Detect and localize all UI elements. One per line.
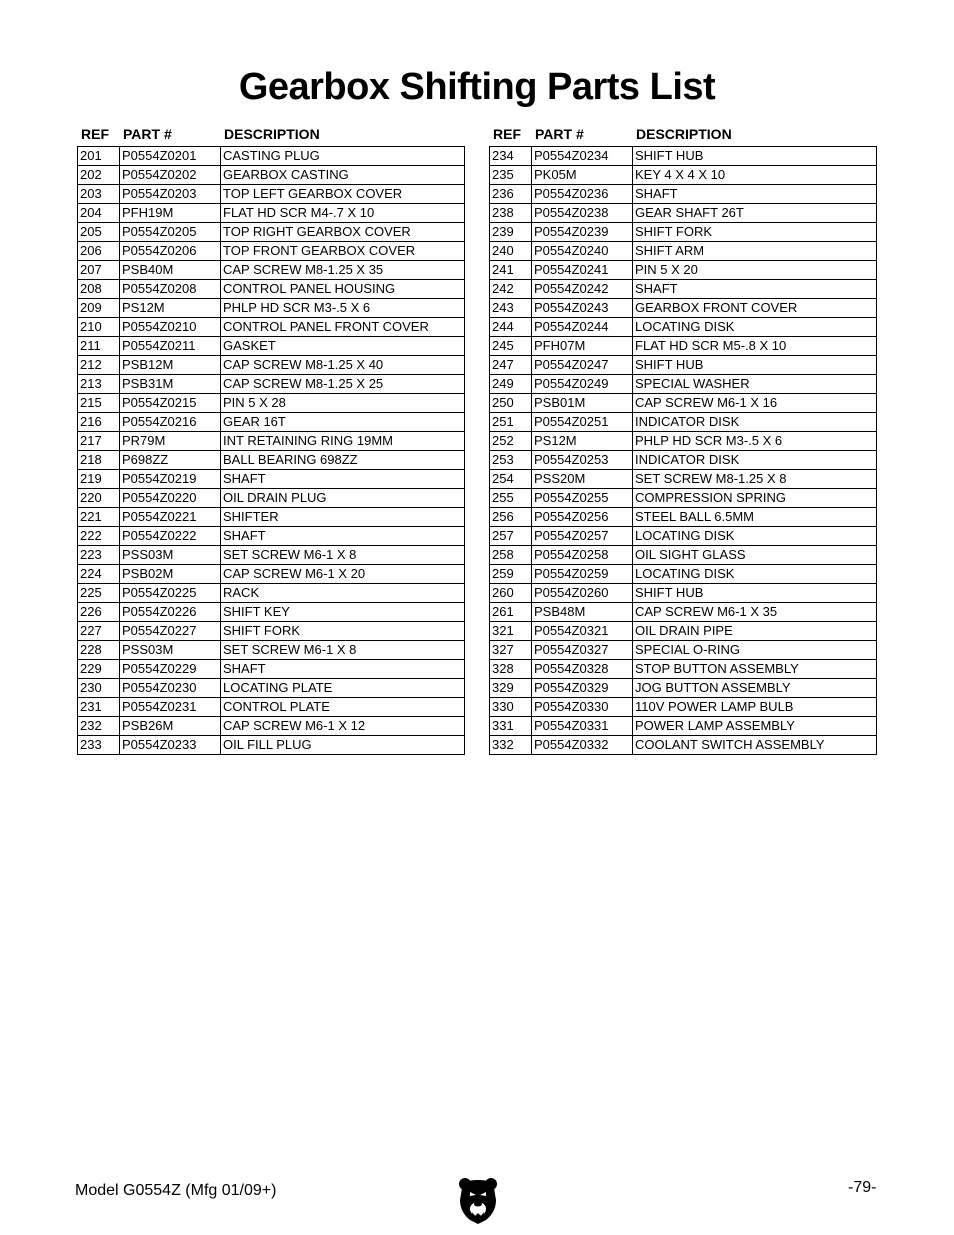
cell-part-number: P0554Z0220 xyxy=(120,489,221,508)
cell-description: PIN 5 X 20 xyxy=(633,261,877,280)
cell-ref: 204 xyxy=(78,204,120,223)
table-row xyxy=(78,660,465,679)
cell-ref: 223 xyxy=(78,546,120,565)
cell-description: STEEL BALL 6.5MM xyxy=(633,508,877,527)
cell-ref: 258 xyxy=(490,546,532,565)
cell-part-number: P0554Z0253 xyxy=(532,451,633,470)
cell-description: CONTROL PANEL FRONT COVER xyxy=(221,318,465,337)
table-row xyxy=(78,584,465,603)
cell-ref: 227 xyxy=(78,622,120,641)
cell-ref: 235 xyxy=(490,166,532,185)
cell-description: OIL DRAIN PLUG xyxy=(221,489,465,508)
cell-description: OIL FILL PLUG xyxy=(221,736,465,755)
cell-ref: 203 xyxy=(78,185,120,204)
cell-part-number: P0554Z0215 xyxy=(120,394,221,413)
cell-part-number: PK05M xyxy=(532,166,633,185)
cell-description: SHAFT xyxy=(221,660,465,679)
cell-description: SHIFT HUB xyxy=(633,356,877,375)
cell-description: SET SCREW M6-1 X 8 xyxy=(221,641,465,660)
table-row xyxy=(78,204,465,223)
table-row xyxy=(78,717,465,736)
cell-description: PHLP HD SCR M3-.5 X 6 xyxy=(633,432,877,451)
table-row xyxy=(78,242,465,261)
table-row xyxy=(78,736,465,755)
header-description: DESCRIPTION xyxy=(636,126,732,142)
cell-description: LOCATING DISK xyxy=(633,565,877,584)
cell-part-number: PSB31M xyxy=(120,375,221,394)
cell-ref: 253 xyxy=(490,451,532,470)
cell-part-number: P0554Z0257 xyxy=(532,527,633,546)
table-row xyxy=(78,375,465,394)
cell-part-number: PSS03M xyxy=(120,641,221,660)
cell-description: GEARBOX CASTING xyxy=(221,166,465,185)
table-row xyxy=(78,603,465,622)
cell-part-number: P0554Z0259 xyxy=(532,565,633,584)
table-row xyxy=(490,375,877,394)
table-row xyxy=(490,204,877,223)
cell-ref: 245 xyxy=(490,337,532,356)
page-title: Gearbox Shifting Parts List xyxy=(238,66,716,108)
cell-part-number: P0554Z0239 xyxy=(532,223,633,242)
cell-ref: 222 xyxy=(78,527,120,546)
cell-part-number: PSB40M xyxy=(120,261,221,280)
table-row xyxy=(78,280,465,299)
cell-ref: 241 xyxy=(490,261,532,280)
cell-description: INDICATOR DISK xyxy=(633,413,877,432)
table-row xyxy=(490,717,877,736)
cell-ref: 210 xyxy=(78,318,120,337)
cell-description: CAP SCREW M8-1.25 X 40 xyxy=(221,356,465,375)
cell-part-number: P0554Z0255 xyxy=(532,489,633,508)
cell-part-number: P0554Z0241 xyxy=(532,261,633,280)
cell-description: SHAFT xyxy=(221,470,465,489)
cell-ref: 233 xyxy=(78,736,120,755)
cell-description: LOCATING DISK xyxy=(633,527,877,546)
table-row xyxy=(490,546,877,565)
cell-part-number: PFH07M xyxy=(532,337,633,356)
cell-ref: 234 xyxy=(490,147,532,166)
cell-ref: 256 xyxy=(490,508,532,527)
cell-ref: 240 xyxy=(490,242,532,261)
cell-part-number: P0554Z0222 xyxy=(120,527,221,546)
cell-part-number: P0554Z0221 xyxy=(120,508,221,527)
table-row xyxy=(78,147,465,166)
table-row xyxy=(490,622,877,641)
cell-part-number: P0554Z0216 xyxy=(120,413,221,432)
cell-part-number: P0554Z0258 xyxy=(532,546,633,565)
table-row xyxy=(490,337,877,356)
cell-ref: 202 xyxy=(78,166,120,185)
cell-description: STOP BUTTON ASSEMBLY xyxy=(633,660,877,679)
cell-part-number: P0554Z0234 xyxy=(532,147,633,166)
table-row xyxy=(490,660,877,679)
cell-description: LOCATING PLATE xyxy=(221,679,465,698)
table-row xyxy=(490,451,877,470)
cell-description: INT RETAINING RING 19MM xyxy=(221,432,465,451)
cell-description: GEARBOX FRONT COVER xyxy=(633,299,877,318)
cell-description: SHIFT KEY xyxy=(221,603,465,622)
cell-ref: 329 xyxy=(490,679,532,698)
cell-part-number: PSB12M xyxy=(120,356,221,375)
cell-description: SHIFT FORK xyxy=(633,223,877,242)
table-row xyxy=(78,394,465,413)
cell-description: FLAT HD SCR M5-.8 X 10 xyxy=(633,337,877,356)
table-row xyxy=(490,280,877,299)
table-row xyxy=(78,318,465,337)
cell-part-number: PSB26M xyxy=(120,717,221,736)
cell-ref: 212 xyxy=(78,356,120,375)
header-part-number: PART # xyxy=(535,126,584,142)
cell-description: CAP SCREW M6-1 X 12 xyxy=(221,717,465,736)
cell-ref: 230 xyxy=(78,679,120,698)
table-row xyxy=(78,527,465,546)
table-row xyxy=(490,584,877,603)
table-row xyxy=(78,261,465,280)
parts-table xyxy=(77,146,465,755)
cell-ref: 207 xyxy=(78,261,120,280)
cell-part-number: PSB02M xyxy=(120,565,221,584)
cell-description: JOG BUTTON ASSEMBLY xyxy=(633,679,877,698)
cell-ref: 213 xyxy=(78,375,120,394)
cell-description: SPECIAL WASHER xyxy=(633,375,877,394)
table-row xyxy=(490,603,877,622)
cell-part-number: P0554Z0233 xyxy=(120,736,221,755)
cell-part-number: P0554Z0243 xyxy=(532,299,633,318)
table-row xyxy=(78,641,465,660)
cell-description: TOP FRONT GEARBOX COVER xyxy=(221,242,465,261)
cell-description: CAP SCREW M6-1 X 35 xyxy=(633,603,877,622)
cell-ref: 228 xyxy=(78,641,120,660)
cell-ref: 219 xyxy=(78,470,120,489)
cell-description: INDICATOR DISK xyxy=(633,451,877,470)
cell-description: COOLANT SWITCH ASSEMBLY xyxy=(633,736,877,755)
cell-description: KEY 4 X 4 X 10 xyxy=(633,166,877,185)
cell-ref: 249 xyxy=(490,375,532,394)
cell-description: OIL DRAIN PIPE xyxy=(633,622,877,641)
table-row xyxy=(490,394,877,413)
cell-part-number: P0554Z0211 xyxy=(120,337,221,356)
table-row xyxy=(78,166,465,185)
cell-description: TOP RIGHT GEARBOX COVER xyxy=(221,223,465,242)
table-header xyxy=(489,124,877,146)
cell-ref: 229 xyxy=(78,660,120,679)
cell-ref: 244 xyxy=(490,318,532,337)
cell-part-number: P0554Z0327 xyxy=(532,641,633,660)
table-row xyxy=(490,527,877,546)
table-row xyxy=(78,223,465,242)
cell-part-number: P0554Z0251 xyxy=(532,413,633,432)
table-row xyxy=(490,508,877,527)
cell-part-number: P0554Z0227 xyxy=(120,622,221,641)
cell-part-number: P0554Z0321 xyxy=(532,622,633,641)
cell-ref: 247 xyxy=(490,356,532,375)
table-row xyxy=(490,679,877,698)
table-row xyxy=(490,185,877,204)
cell-ref: 224 xyxy=(78,565,120,584)
cell-description: SHAFT xyxy=(633,185,877,204)
cell-part-number: P0554Z0331 xyxy=(532,717,633,736)
cell-description: POWER LAMP ASSEMBLY xyxy=(633,717,877,736)
cell-ref: 226 xyxy=(78,603,120,622)
cell-part-number: P0554Z0240 xyxy=(532,242,633,261)
cell-description: FLAT HD SCR M4-.7 X 10 xyxy=(221,204,465,223)
parts-table-right xyxy=(489,124,877,755)
cell-part-number: P0554Z0244 xyxy=(532,318,633,337)
table-row xyxy=(78,356,465,375)
cell-part-number: PSB01M xyxy=(532,394,633,413)
cell-ref: 242 xyxy=(490,280,532,299)
cell-part-number: P0554Z0229 xyxy=(120,660,221,679)
cell-part-number: P0554Z0328 xyxy=(532,660,633,679)
parts-table-left xyxy=(77,124,465,755)
cell-ref: 250 xyxy=(490,394,532,413)
cell-ref: 252 xyxy=(490,432,532,451)
cell-ref: 208 xyxy=(78,280,120,299)
cell-part-number: P0554Z0332 xyxy=(532,736,633,755)
cell-description: CONTROL PANEL HOUSING xyxy=(221,280,465,299)
cell-ref: 332 xyxy=(490,736,532,755)
table-row xyxy=(78,698,465,717)
table-row xyxy=(78,546,465,565)
cell-description: SHIFT ARM xyxy=(633,242,877,261)
cell-part-number: PSS03M xyxy=(120,546,221,565)
table-row xyxy=(490,470,877,489)
table-row xyxy=(78,299,465,318)
cell-ref: 254 xyxy=(490,470,532,489)
table-row xyxy=(490,565,877,584)
cell-ref: 232 xyxy=(78,717,120,736)
bear-head-logo-icon xyxy=(458,1176,498,1224)
cell-ref: 331 xyxy=(490,717,532,736)
cell-description: GEAR 16T xyxy=(221,413,465,432)
cell-ref: 201 xyxy=(78,147,120,166)
cell-ref: 211 xyxy=(78,337,120,356)
cell-description: CAP SCREW M8-1.25 X 25 xyxy=(221,375,465,394)
cell-description: SHIFTER xyxy=(221,508,465,527)
table-row xyxy=(78,622,465,641)
table-row xyxy=(490,356,877,375)
cell-ref: 221 xyxy=(78,508,120,527)
cell-description: SHAFT xyxy=(221,527,465,546)
cell-part-number: P0554Z0219 xyxy=(120,470,221,489)
cell-ref: 217 xyxy=(78,432,120,451)
cell-description: BALL BEARING 698ZZ xyxy=(221,451,465,470)
cell-part-number: P0554Z0206 xyxy=(120,242,221,261)
cell-ref: 251 xyxy=(490,413,532,432)
cell-description: SHAFT xyxy=(633,280,877,299)
cell-description: SHIFT FORK xyxy=(221,622,465,641)
cell-description: OIL SIGHT GLASS xyxy=(633,546,877,565)
cell-ref: 206 xyxy=(78,242,120,261)
cell-description: CAP SCREW M6-1 X 20 xyxy=(221,565,465,584)
cell-ref: 255 xyxy=(490,489,532,508)
cell-ref: 260 xyxy=(490,584,532,603)
table-row xyxy=(490,432,877,451)
cell-ref: 330 xyxy=(490,698,532,717)
parts-table xyxy=(489,146,877,755)
cell-description: TOP LEFT GEARBOX COVER xyxy=(221,185,465,204)
cell-ref: 259 xyxy=(490,565,532,584)
cell-part-number: P698ZZ xyxy=(120,451,221,470)
cell-description: SPECIAL O-RING xyxy=(633,641,877,660)
cell-part-number: P0554Z0226 xyxy=(120,603,221,622)
table-row xyxy=(78,508,465,527)
table-row xyxy=(490,736,877,755)
cell-description: LOCATING DISK xyxy=(633,318,877,337)
cell-part-number: P0554Z0201 xyxy=(120,147,221,166)
cell-ref: 209 xyxy=(78,299,120,318)
cell-description: COMPRESSION SPRING xyxy=(633,489,877,508)
cell-part-number: P0554Z0205 xyxy=(120,223,221,242)
cell-part-number: P0554Z0260 xyxy=(532,584,633,603)
cell-part-number: P0554Z0249 xyxy=(532,375,633,394)
cell-description: SET SCREW M6-1 X 8 xyxy=(221,546,465,565)
cell-ref: 328 xyxy=(490,660,532,679)
table-row xyxy=(490,413,877,432)
cell-part-number: P0554Z0210 xyxy=(120,318,221,337)
cell-ref: 231 xyxy=(78,698,120,717)
cell-description: PHLP HD SCR M3-.5 X 6 xyxy=(221,299,465,318)
cell-description: 110V POWER LAMP BULB xyxy=(633,698,877,717)
cell-ref: 216 xyxy=(78,413,120,432)
table-row xyxy=(78,489,465,508)
cell-part-number: P0554Z0231 xyxy=(120,698,221,717)
cell-description: GASKET xyxy=(221,337,465,356)
cell-ref: 215 xyxy=(78,394,120,413)
table-row xyxy=(490,147,877,166)
cell-part-number: P0554Z0329 xyxy=(532,679,633,698)
cell-ref: 236 xyxy=(490,185,532,204)
cell-part-number: P0554Z0242 xyxy=(532,280,633,299)
cell-part-number: P0554Z0247 xyxy=(532,356,633,375)
cell-part-number: P0554Z0203 xyxy=(120,185,221,204)
header-ref: REF xyxy=(493,126,521,142)
table-row xyxy=(490,299,877,318)
cell-ref: 239 xyxy=(490,223,532,242)
cell-description: CAP SCREW M6-1 X 16 xyxy=(633,394,877,413)
cell-part-number: P0554Z0225 xyxy=(120,584,221,603)
table-row xyxy=(78,337,465,356)
header-description: DESCRIPTION xyxy=(224,126,320,142)
table-row xyxy=(78,413,465,432)
table-row xyxy=(490,242,877,261)
cell-ref: 261 xyxy=(490,603,532,622)
cell-part-number: PSB48M xyxy=(532,603,633,622)
cell-ref: 243 xyxy=(490,299,532,318)
cell-description: CAP SCREW M8-1.25 X 35 xyxy=(221,261,465,280)
table-row xyxy=(490,166,877,185)
header-part-number: PART # xyxy=(123,126,172,142)
cell-description: SHIFT HUB xyxy=(633,584,877,603)
table-row xyxy=(490,698,877,717)
page-number: -79- xyxy=(848,1179,877,1196)
header-ref: REF xyxy=(81,126,109,142)
table-row xyxy=(490,223,877,242)
cell-ref: 225 xyxy=(78,584,120,603)
cell-part-number: P0554Z0238 xyxy=(532,204,633,223)
cell-ref: 220 xyxy=(78,489,120,508)
cell-description: PIN 5 X 28 xyxy=(221,394,465,413)
cell-description: SHIFT HUB xyxy=(633,147,877,166)
cell-part-number: PFH19M xyxy=(120,204,221,223)
table-row xyxy=(78,451,465,470)
cell-part-number: P0554Z0208 xyxy=(120,280,221,299)
cell-description: RACK xyxy=(221,584,465,603)
cell-part-number: PSS20M xyxy=(532,470,633,489)
cell-part-number: P0554Z0236 xyxy=(532,185,633,204)
cell-part-number: P0554Z0256 xyxy=(532,508,633,527)
cell-part-number: P0554Z0330 xyxy=(532,698,633,717)
table-row xyxy=(490,641,877,660)
cell-part-number: PS12M xyxy=(532,432,633,451)
cell-description: CASTING PLUG xyxy=(221,147,465,166)
cell-part-number: PS12M xyxy=(120,299,221,318)
cell-part-number: P0554Z0230 xyxy=(120,679,221,698)
table-header xyxy=(77,124,465,146)
table-row xyxy=(78,432,465,451)
cell-part-number: PR79M xyxy=(120,432,221,451)
cell-ref: 257 xyxy=(490,527,532,546)
table-row xyxy=(78,470,465,489)
cell-description: CONTROL PLATE xyxy=(221,698,465,717)
cell-ref: 218 xyxy=(78,451,120,470)
table-row xyxy=(490,261,877,280)
table-row xyxy=(78,679,465,698)
cell-ref: 321 xyxy=(490,622,532,641)
table-row xyxy=(78,565,465,584)
cell-description: GEAR SHAFT 26T xyxy=(633,204,877,223)
table-row xyxy=(490,318,877,337)
cell-part-number: P0554Z0202 xyxy=(120,166,221,185)
table-row xyxy=(490,489,877,508)
cell-description: SET SCREW M8-1.25 X 8 xyxy=(633,470,877,489)
table-row xyxy=(78,185,465,204)
cell-ref: 327 xyxy=(490,641,532,660)
cell-ref: 205 xyxy=(78,223,120,242)
cell-ref: 238 xyxy=(490,204,532,223)
footer-model: Model G0554Z (Mfg 01/09+) xyxy=(75,1182,277,1199)
